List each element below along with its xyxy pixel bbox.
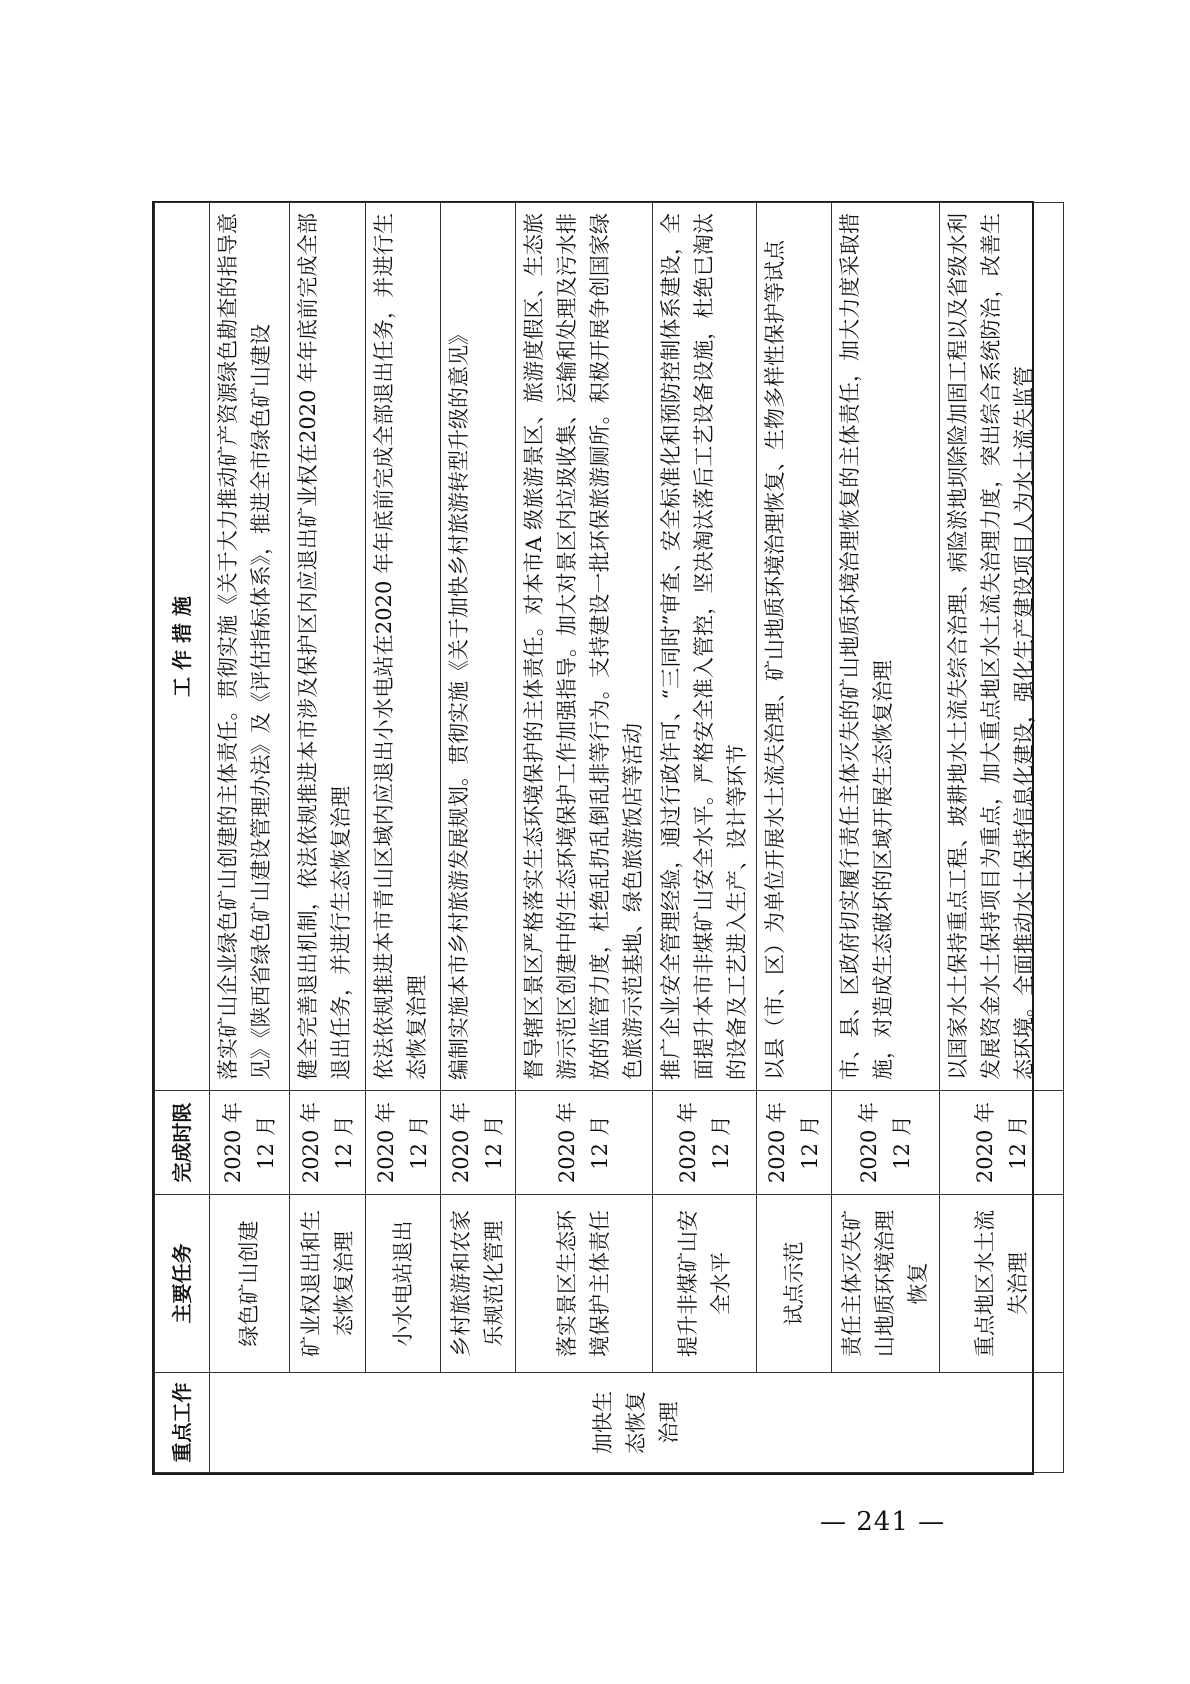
main-task-cell: 重点地区水土流失治理 [940, 1195, 1064, 1373]
page-number: — 241 — [820, 1507, 946, 1537]
deadline-cell: 2020 年12 月 [210, 1091, 290, 1195]
ecological-restoration-table [154, 202, 1064, 1473]
header-measures: 工 作 措 施 [155, 203, 210, 1091]
deadline-cell: 2020 年12 月 [832, 1091, 940, 1195]
measures-cell: 依法依规推进本市青山区域内应退出小水电站在2020 年年底前完成全部退出任务，并进行生态恢复治理 [366, 203, 441, 1091]
deadline-cell: 2020 年12 月 [653, 1091, 757, 1195]
table-row [366, 203, 441, 1473]
main-task-cell: 矿业权退出和生态恢复治理 [290, 1195, 366, 1373]
measures-cell: 以国家水土保持重点工程、坡耕地水土流失综合治理、病险淤地坝除险加固工程以及省级水利发展资金水土保持项目为重点，加大重点地区水土流失治理力度，突出综合系统防治，改善生态环境。全面推动水土保持信息化建设，强化生产建设项目人为水土流失监管 [940, 203, 1064, 1091]
main-task-cell: 小水电站退出 [366, 1195, 441, 1373]
table-row [757, 203, 832, 1473]
measures-cell: 健全完善退出机制，依法依规推进本市涉及保护区内应退出矿业权在2020 年年底前完成全部退出任务，并进行生态恢复治理 [290, 203, 366, 1091]
main-task-cell: 试点示范 [757, 1195, 832, 1373]
deadline-cell: 2020 年12 月 [290, 1091, 366, 1195]
key-work-cell: 加快生态恢复治理 [210, 1373, 1064, 1473]
table-row [832, 203, 940, 1473]
measures-cell: 督导辖区景区严格落实生态环境保护的主体责任。对本市A 级旅游景区、旅游度假区、生态旅游示范区创建中的生态环境保护工作加强指导。加大对景区内垃圾收集、运输和处理及污水排放的监管力度，杜绝乱扔乱倒乱排等行为。支持建设一批环保旅游厕所。积极开展争创国家绿色旅游示范基地、绿色旅游饭店等活动 [516, 203, 653, 1091]
measures-cell: 市、县、区政府切实履行责任主体灭失的矿山地质环境治理恢复的主体责任，加大力度采取措施，对造成生态破坏的区域开展生态恢复治理 [832, 203, 940, 1091]
table-row [441, 203, 516, 1473]
main-task-cell: 绿色矿山创建 [210, 1195, 290, 1373]
table-row [516, 203, 653, 1473]
main-task-cell: 提升非煤矿山安全水平 [653, 1195, 757, 1373]
header-key-work: 重点工作 [155, 1373, 210, 1473]
measures-cell: 编制实施本市乡村旅游发展规划。贯彻实施《关于加快乡村旅游转型升级的意见》 [441, 203, 516, 1091]
header-main-task: 主要任务 [155, 1195, 210, 1373]
measures-cell: 落实矿山企业绿色矿山创建的主体责任。贯彻实施《关于大力推动矿产资源绿色勘查的指导意见》《陕西省绿色矿山建设管理办法》及《评估指标体系》，推进全市绿色矿山建设 [210, 203, 290, 1091]
table-row [290, 203, 366, 1473]
deadline-cell: 2020 年12 月 [366, 1091, 441, 1195]
deadline-cell: 2020 年12 月 [441, 1091, 516, 1195]
deadline-cell: 2020 年12 月 [757, 1091, 832, 1195]
main-task-cell: 落实景区生态环境保护主体责任 [516, 1195, 653, 1373]
deadline-cell: 2020 年12 月 [940, 1091, 1064, 1195]
main-task-cell: 责任主体灭失矿山地质环境治理恢复 [832, 1195, 940, 1373]
table-row [940, 203, 1064, 1473]
measures-cell: 推广企业安全管理经验，通过行政许可、“三同时”审查、安全标准化和预防控制体系建设，全面提升本市非煤矿山安全水平。严格安全准入管控，坚决淘汰落后工艺设备设施，杜绝已淘汰的设备及工艺进入生产、设计等环节 [653, 203, 757, 1091]
header-deadline: 完成时限 [155, 1091, 210, 1195]
table-row [653, 203, 757, 1473]
rotated-table-container [154, 203, 1036, 1473]
deadline-cell: 2020 年12 月 [516, 1091, 653, 1195]
table-header-row [155, 203, 210, 1473]
work-table-frame [152, 201, 1034, 1475]
main-task-cell: 乡村旅游和农家乐规范化管理 [441, 1195, 516, 1373]
measures-cell: 以县（市、区）为单位开展水土流失治理、矿山地质环境治理恢复、生物多样性保护等试点 [757, 203, 832, 1091]
table-row [210, 203, 290, 1473]
